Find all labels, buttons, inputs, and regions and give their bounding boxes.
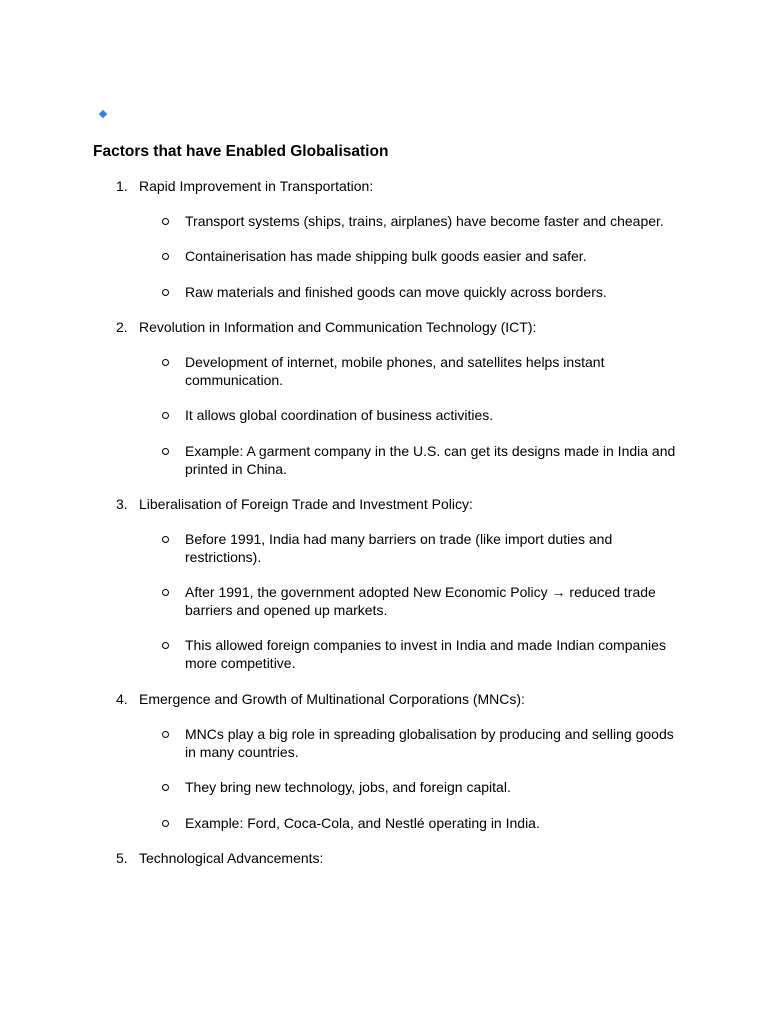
list-number: 3. <box>116 496 128 512</box>
circle-bullet-icon <box>162 253 169 260</box>
list-item-label: Rapid Improvement in Transportation: <box>139 178 374 194</box>
list-item-label: Liberalisation of Foreign Trade and Investment Policy: <box>139 496 473 512</box>
list-number: 1. <box>116 178 128 194</box>
circle-bullet-icon <box>162 589 169 596</box>
circle-bullet-icon <box>162 536 169 543</box>
sub-list-item-text: Development of internet, mobile phones, and satellites helps instant communication. <box>185 354 605 388</box>
list-number: 4. <box>116 691 128 707</box>
circle-bullet-icon <box>162 412 169 419</box>
circle-bullet-icon <box>162 820 169 827</box>
list-number: 2. <box>116 319 128 335</box>
circle-bullet-icon <box>162 218 169 225</box>
list-item-label: Technological Advancements: <box>139 850 324 866</box>
circle-bullet-icon <box>162 731 169 738</box>
sub-list-item-text: They bring new technology, jobs, and foreign capital. <box>185 779 511 795</box>
sub-list-item-text: MNCs play a big role in spreading globalisation by producing and selling goods in many countries. <box>185 726 674 760</box>
circle-bullet-icon <box>162 642 169 649</box>
sub-list-item-text: Example: A garment company in the U.S. can get its designs made in India and printed in China. <box>185 443 676 477</box>
circle-bullet-icon <box>162 289 169 296</box>
sub-list-item-text: Before 1991, India had many barriers on trade (like import duties and restrictions). <box>185 531 613 565</box>
list-number: 5. <box>116 850 128 866</box>
circle-bullet-icon <box>162 359 169 366</box>
sub-list-item-text: Transport systems (ships, trains, airplanes) have become faster and cheaper. <box>185 213 664 229</box>
sub-list-item-text: It allows global coordination of business activities. <box>185 407 494 423</box>
circle-bullet-icon <box>162 784 169 791</box>
list-item-label: Emergence and Growth of Multinational Corporations (MNCs): <box>139 691 525 707</box>
list-item-label: Revolution in Information and Communication Technology (ICT): <box>139 319 537 335</box>
circle-bullet-icon <box>162 448 169 455</box>
sub-list-item-text: Raw materials and finished goods can move quickly across borders. <box>185 284 607 300</box>
sub-list-item-text: Containerisation has made shipping bulk goods easier and safer. <box>185 248 587 264</box>
page-title: Factors that have Enabled Globalisation <box>93 143 389 160</box>
sub-list-item-text: This allowed foreign companies to invest in India and made Indian companies more competitive. <box>185 637 666 671</box>
sub-list-item-text: Example: Ford, Coca-Cola, and Nestlé operating in India. <box>185 815 540 831</box>
sub-list-item-text: After 1991, the government adopted New Economic Policy → reduced trade barriers and opened up markets. <box>185 584 656 618</box>
diamond-bullet-icon <box>99 110 107 118</box>
